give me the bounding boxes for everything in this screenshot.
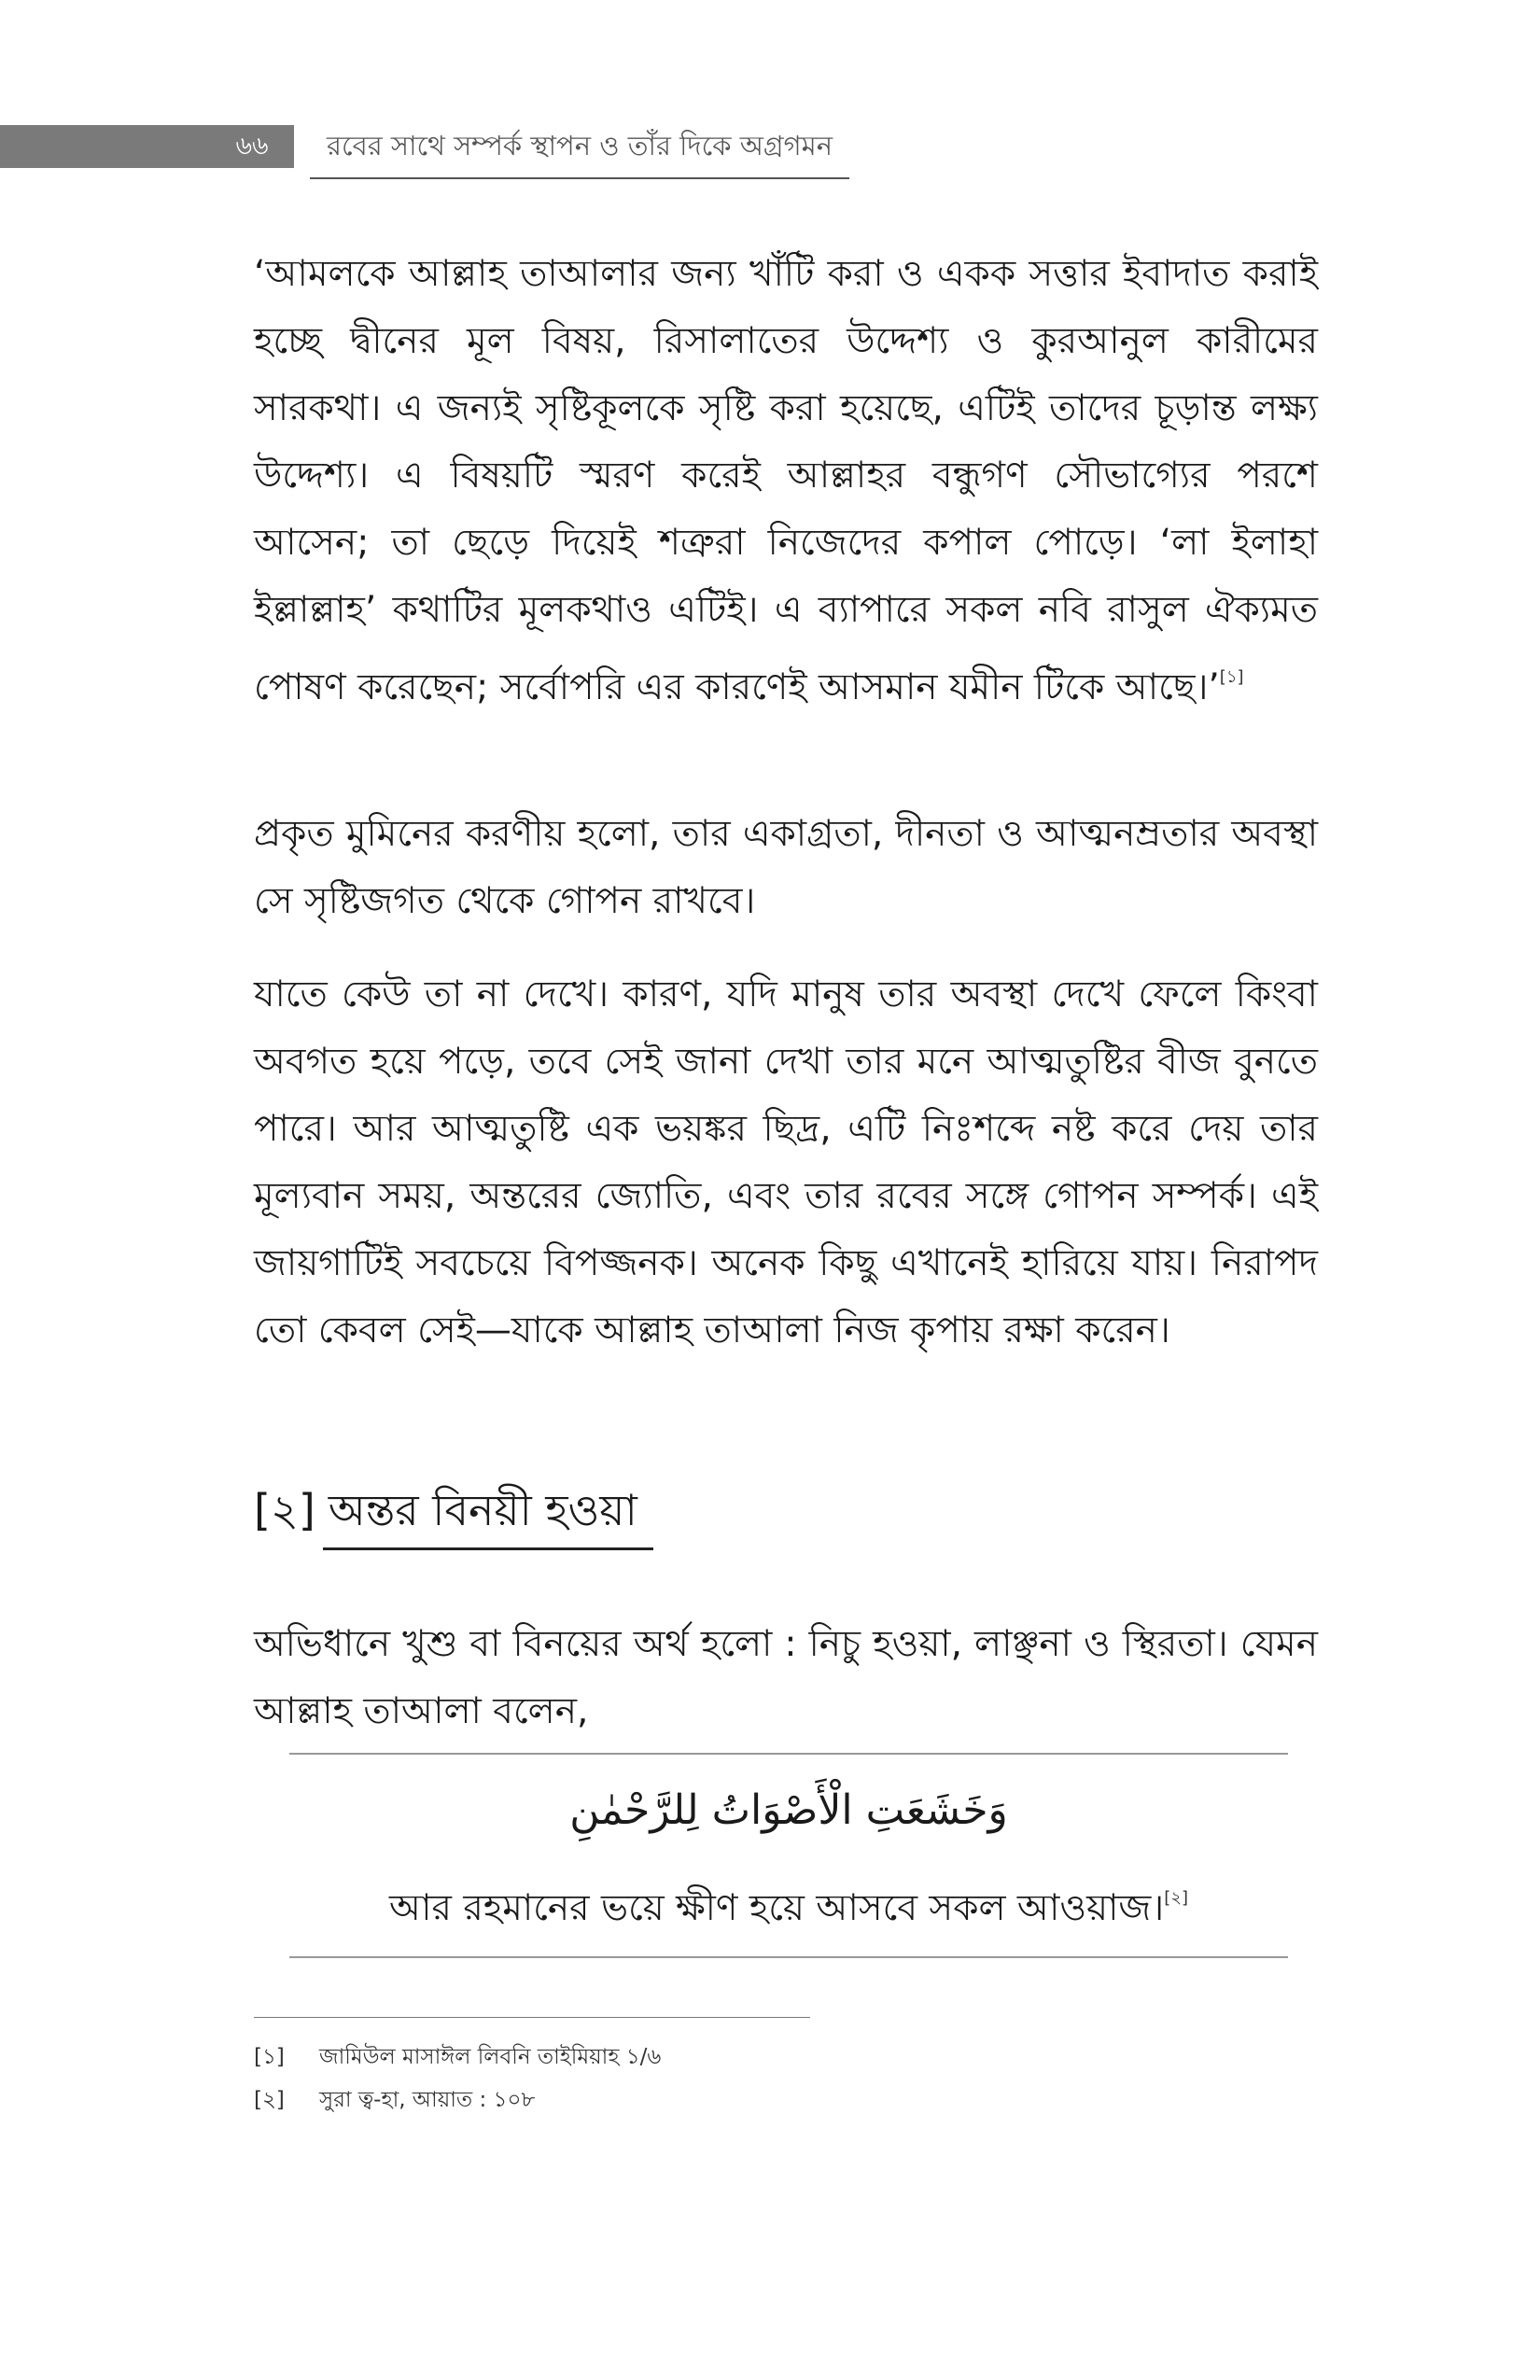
section-heading: [254, 1477, 637, 1543]
paragraph-2: প্রকৃত মুমিনের করণীয় হলো, তার একাগ্রতা, দীনতা ও আত্মনম্রতার অবস্থা সে সৃষ্টিজগত থেকে গোপন রাখবে।: [254, 813, 1318, 922]
paragraph-quote: [254, 241, 1318, 721]
quote-rule-top: [289, 1753, 1288, 1755]
heading-underline: [323, 1547, 653, 1550]
footnote-rule: [254, 2017, 810, 2018]
section-number: [২]: [254, 1485, 315, 1535]
section-title: অন্তর বিনয়ী হওয়া: [328, 1485, 637, 1535]
page-number: ৬৬: [235, 132, 269, 161]
footnote-text: সুরা ত্ব-হা, আয়াত : ১০৮: [319, 2088, 536, 2112]
paragraph-3: যাতে কেউ তা না দেখে। কারণ, যদি মানুষ তার অবস্থা দেখে ফেলে কিংবা অবগত হয়ে পড়ে, তবে সেই জানা দেখা তার মনে আত্মতুষ্টির বীজ বুনতে পারে। আর আত্মতুষ্টি এক ভয়ঙ্কর ছিদ্র, এটি নিঃশব্দে নষ্ট করে দেয় তার মূল্যবান সময়, অন্তরের জ্যোতি, এবং তার রবের সঙ্গে গোপন সম্পর্ক। এই জায়গাটিই সবচেয়ে বিপজ্জনক। অনেক কিছু এখানেই হারিয়ে যায়। নিরাপদ তো কেবল সেই—যাকে আল্লাহ তাআলা নিজ কৃপায় রক্ষা করেন।: [254, 973, 1318, 1351]
footnote-mark: [২]: [254, 2088, 285, 2112]
arabic-verse: وَخَشَعَتِ الْأَصْوَاتُ لِلرَّحْمٰنِ: [569, 1786, 1008, 1834]
footnote-1: [254, 2038, 661, 2076]
footnote-ref-1[interactable]: [১]: [1219, 667, 1244, 687]
footnote-2: [254, 2081, 535, 2119]
paragraph-khushu-definition: অভিধানে খুশু বা বিনয়ের অর্থ হলো : নিচু হওয়া, লাঞ্ছনা ও স্থিরতা। যেমন আল্লাহ তাআলা বলেন,: [254, 1623, 1318, 1732]
paragraph-text: ‘আমলকে আল্লাহ তাআলার জন্য খাঁটি করা ও একক সত্তার ইবাদাত করাই হচ্ছে দ্বীনের মূল বিষয়, রিসালাতের উদ্দেশ্য ও কুরআনুল কারীমের সারকথা। এ জন্যই সৃষ্টিকূলকে সৃষ্টি করা হয়েছে, এটিই তাদের চূড়ান্ত লক্ষ্য উদ্দেশ্য। এ বিষয়টি স্মরণ করেই আল্লাহর বন্ধুগণ সৌভাগ্যের পরশে আসেন; তা ছেড়ে দিয়েই শত্রুরা নিজেদের কপাল পোড়ে। ‘লা ইলাহা ইল্লাল্লাহ’ কথাটির মূলকথাও এটিই। এ ব্যাপারে সকল নবি রাসুল ঐক্যমত পোষণ করেছেন; সর্বোপরি এর কারণেই আসমান যমীন টিকে আছে।’: [254, 253, 1318, 708]
quote-rule-bottom: [289, 1956, 1288, 1958]
footnote-ref-2[interactable]: [২]: [1164, 1888, 1188, 1908]
footnote-text: জামিউল মাসাঈল লিবনি তাইমিয়াহ ১/৬: [319, 2045, 662, 2069]
footnote-mark: [১]: [254, 2045, 285, 2069]
verse-translation: [289, 1865, 1288, 1942]
running-header: [0, 125, 849, 179]
running-title: রবের সাথে সম্পর্ক স্থাপন ও তাঁর দিকে অগ্রগমন: [327, 130, 833, 161]
translation-text: আর রহমানের ভয়ে ক্ষীণ হয়ে আসবে সকল আওয়াজ।: [388, 1887, 1165, 1929]
header-rule: [310, 177, 849, 179]
